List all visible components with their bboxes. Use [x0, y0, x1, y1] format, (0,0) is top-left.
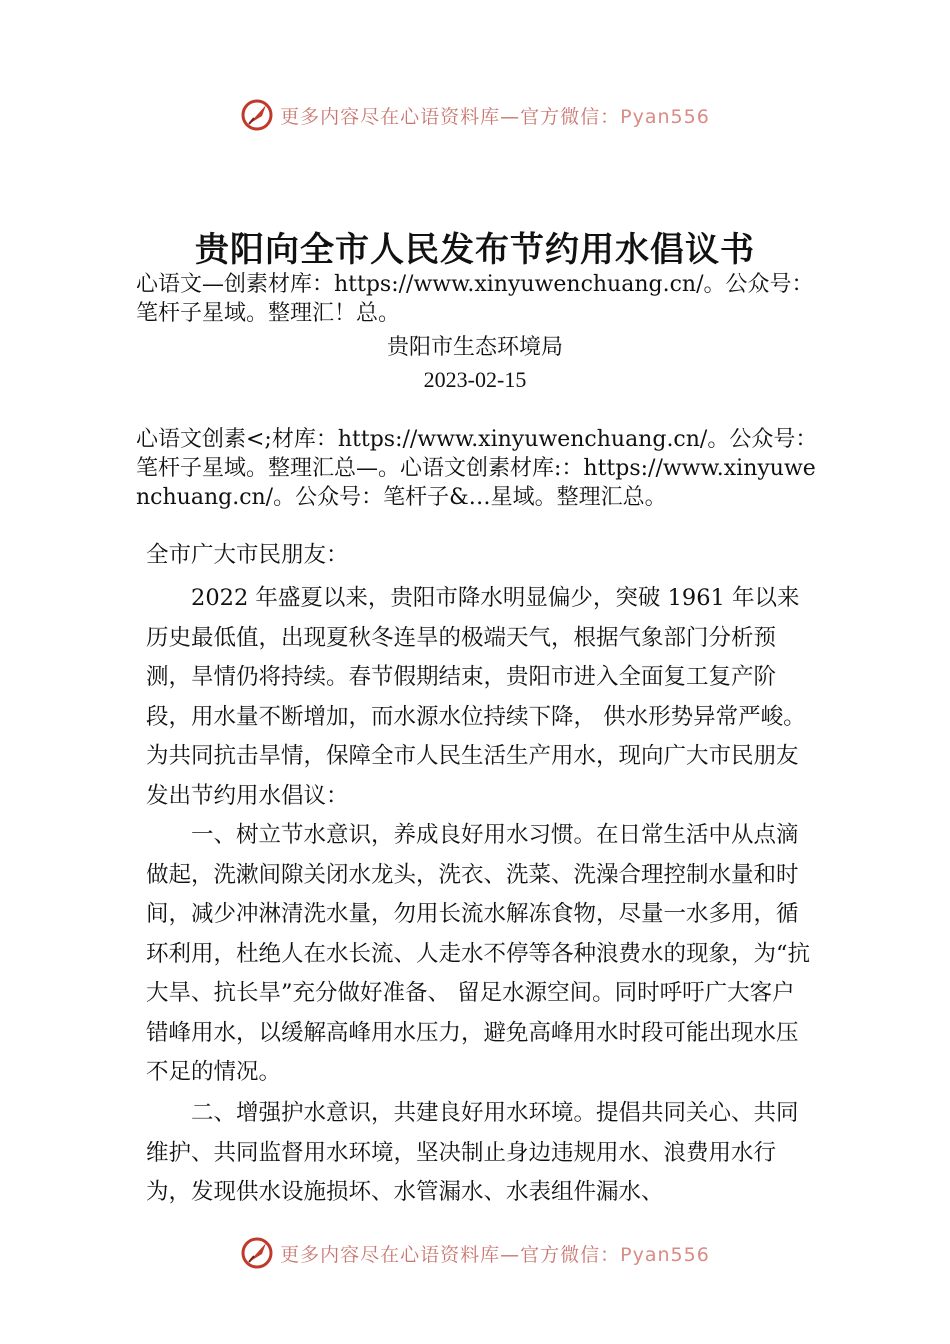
footer-wechat-id: Pyan556 — [620, 1243, 710, 1266]
header-banner — [0, 93, 950, 137]
feather-pen-logo-icon — [240, 98, 274, 132]
header-banner-label: 更多内容尽在心语资料库—官方微信： — [280, 105, 621, 128]
paragraph-1: 2022 年盛夏以来，贵阳市降水明显偏少，突破 1961 年以来历史最低值，出现夏秋冬连旱的极端天气，根据气象部门分析预测，旱情仍将持续。春节假期结束，贵阳市进入全面复工复产阶段，用水量不断增加，而水源水位持续下降， 供水形势异常严峻。为共同抗击旱情，保障全市人民生活生产用水，现向广大市民朋友发出节约用水倡议： — [146, 585, 806, 809]
source-line-1: 心语文—创素材库：https://www.xinyuwenchuang.cn/。公众号：笔杆子星域。整理汇！总。 — [136, 272, 814, 326]
source-line-2: 心语文创素<;材库：https://www.xinyuwenchuang.cn/。公众号：笔杆子星域。整理汇总—。心语文创素材库:：https://www.xinyuwenchuang.cn/。公众号：笔杆子&…星域。整理汇总。 — [136, 427, 818, 510]
document-title: 贵阳向全市人民发布节约用水倡议书 — [195, 230, 755, 270]
header-wechat-id: Pyan556 — [620, 105, 710, 128]
footer-banner-text — [280, 1240, 710, 1267]
header-banner-text — [280, 102, 710, 129]
greeting: 全市广大市民朋友： — [146, 542, 349, 568]
paragraph-3: 二、增强护水意识，共建良好用水环境。提倡共同关心、共同维护、共同监督用水环境，坚决制止身边违规用水、浪费用水行为，发现供水设施损坏、水管漏水、水表组件漏水、 — [146, 1100, 799, 1205]
feather-pen-logo-icon — [240, 1236, 274, 1270]
issuing-agency: 贵阳市生态环境局 — [386, 335, 563, 360]
footer-banner-label: 更多内容尽在心语资料库—官方微信： — [280, 1243, 621, 1266]
issue-date: 2023-02-15 — [423, 367, 527, 392]
footer-banner — [0, 1231, 950, 1275]
paragraph-2: 一、树立节水意识，养成良好用水习惯。在日常生活中从点滴做起，洗漱间隙关闭水龙头，洗衣、洗菜、洗澡合理控制水量和时间，减少冲淋清洗水量，勿用长流水解冻食物，尽量一水多用，循环利用，杜绝人在水长流、人走水不停等各种浪费水的现象，为“抗大旱、抗长旱”充分做好准备、 留足水源空间。同时呼吁广大客户错峰用水，以缓解高峰用水压力，避免高峰用水时段可能出现水压不足的情况。 — [146, 822, 811, 1085]
